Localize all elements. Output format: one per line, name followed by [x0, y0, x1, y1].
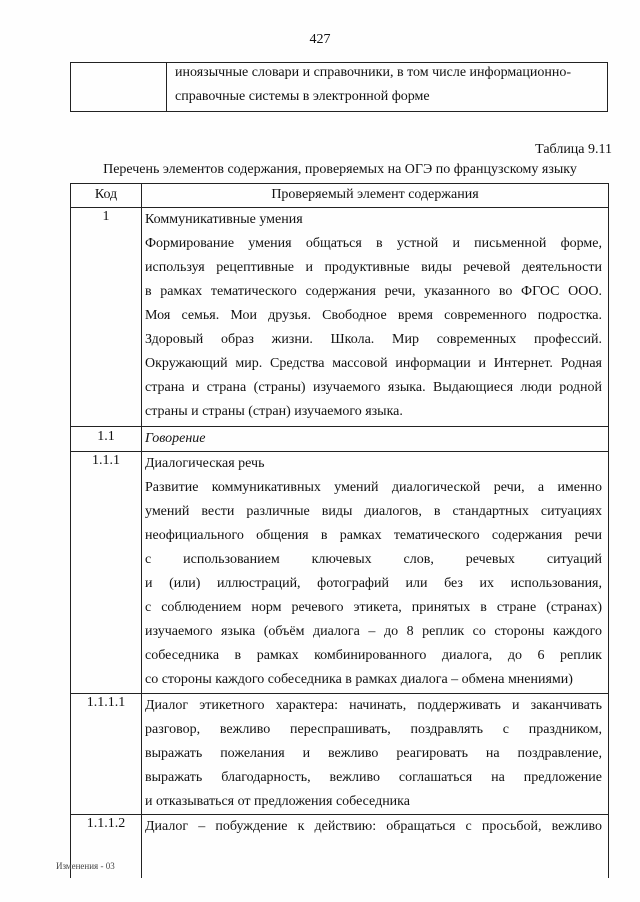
- row-code: 1.1.1: [92, 453, 120, 468]
- continued-table-line-1: иноязычные словари и справочники, в том числе информационно-: [175, 65, 571, 80]
- row-line: Формирование умения общаться в устной и письменной форме,: [145, 236, 602, 251]
- row-code: 1: [102, 209, 110, 224]
- row-title: Диалогическая речь: [145, 456, 265, 471]
- row-line: страны и страны (стран) изучаемого языка.: [145, 404, 403, 419]
- row-line: со стороны каждого собеседника в рамках диалога – обмена мнениями): [145, 672, 573, 687]
- row-line: Диалог этикетного характера: начинать, поддерживать и заканчивать: [145, 698, 602, 713]
- row-content: [145, 452, 602, 692]
- row-line: в рамках тематического содержания речи, указанного во ФГОС ООО.: [145, 284, 602, 299]
- row-line: Диалог – побуждение к действию: обращаться с просьбой, вежливо: [145, 819, 602, 834]
- row-line: Окружающий мир. Средства массовой информации и Интернет. Родная: [145, 356, 602, 371]
- row-title: Говорение: [145, 431, 206, 446]
- row-line: с соблюдением норм речевого этикета, принятых в стране (странах): [145, 600, 602, 615]
- row-line: Здоровый образ жизни. Школа. Мир современных профессий.: [145, 332, 602, 347]
- row-line: и отказываться от предложения собеседника: [145, 794, 410, 809]
- row-content: [145, 694, 602, 814]
- row-line: Моя семья. Мои друзья. Свободное время современного подростка.: [145, 308, 602, 323]
- continued-table-line-2: справочные системы в электронной форме: [175, 89, 430, 104]
- row-line: собеседника в рамках комбинированного диалога, до 6 реплик: [145, 648, 602, 663]
- row-line: выражать пожелания и вежливо реагировать на поздравление,: [145, 746, 602, 761]
- row-content: [145, 427, 206, 451]
- row-title: Коммуникативные умения: [145, 212, 303, 227]
- row-line: и (или) иллюстраций, фотографий или без их использования,: [145, 576, 602, 591]
- row-code: 1.1: [97, 429, 115, 444]
- content-elements-table: [70, 183, 609, 878]
- continued-table-empty-cell: [71, 63, 167, 111]
- table-caption: Перечень элементов содержания, проверяемых на ОГЭ по французскому языку: [103, 162, 577, 177]
- row-line: изучаемого языка (объём диалога – до 8 реплик со стороны каждого: [145, 624, 602, 639]
- row-line: Развитие коммуникативных умений диалогической речи, а именно: [145, 480, 602, 495]
- row-line: с использованием ключевых слов, речевых ситуаций: [145, 552, 602, 567]
- row-content: [145, 208, 602, 424]
- continued-table: [70, 62, 608, 112]
- column-divider: [141, 184, 142, 878]
- row-line: разговор, вежливо переспрашивать, поздравлять с праздником,: [145, 722, 602, 737]
- row-line: умений вести различные виды диалогов, в стандартных ситуациях: [145, 504, 602, 519]
- row-line: выражать благодарность, вежливо соглашаться на предложение: [145, 770, 602, 785]
- footer-revision: Изменения - 03: [56, 861, 115, 871]
- row-code: 1.1.1.2: [86, 816, 126, 831]
- table-label: Таблица 9.11: [535, 142, 612, 157]
- row-code: 1.1.1.1: [86, 695, 126, 710]
- row-content: [145, 815, 602, 839]
- row-line: используя рецептивные и продуктивные виды речевой деятельности: [145, 260, 602, 275]
- page-number: 427: [309, 32, 331, 47]
- row-line: страна и страна (страны) изучаемого языка. Выдающиеся люди родной: [145, 380, 602, 395]
- header-code: Код: [94, 187, 118, 202]
- row-line: неофициального общения в рамках тематического содержания речи: [145, 528, 602, 543]
- header-element: Проверяемый элемент содержания: [271, 187, 479, 202]
